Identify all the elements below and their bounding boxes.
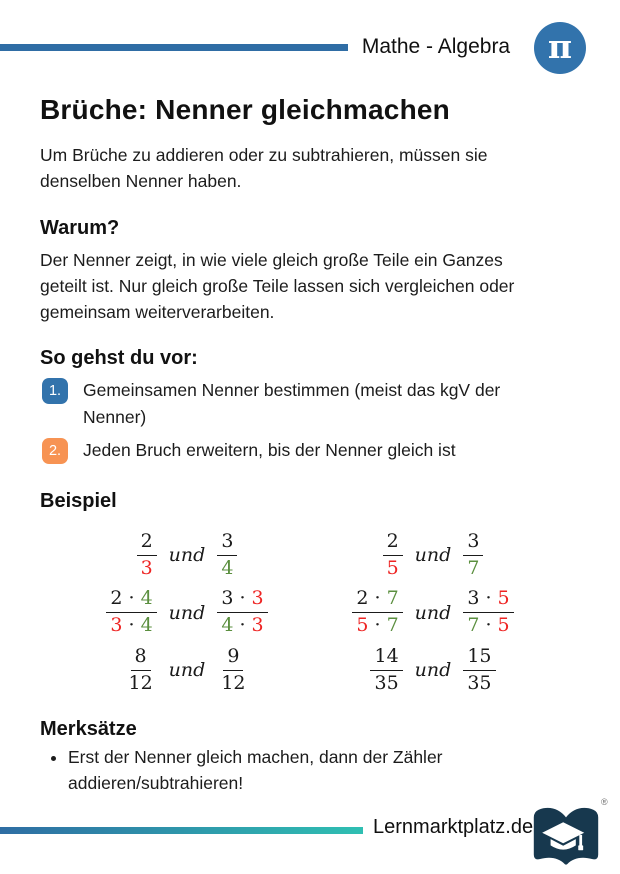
fraction-row: [82, 646, 292, 695]
fraction: $\frac{3 \cdot 5}{7 \cdot 5}$: [463, 588, 513, 637]
example-heading: Beispiel: [40, 489, 117, 512]
conjunction-label: und: [414, 544, 452, 567]
fraction: $\frac{3}{4}$: [217, 531, 237, 580]
pi-symbol: π: [547, 26, 573, 66]
fraction-row: [328, 588, 538, 637]
fraction-row: [82, 588, 292, 637]
footer-rule: [0, 827, 363, 834]
conjunction-label: und: [414, 601, 452, 624]
fraction-row: [328, 531, 538, 580]
fraction: $\frac{2}{3}$: [137, 531, 157, 580]
fraction: $\frac{8}{12}$: [128, 645, 153, 694]
conjunction-label: und: [414, 659, 452, 682]
notes-heading: Merksätze: [40, 717, 137, 740]
fraction: $\frac{15}{35}$: [463, 646, 495, 695]
fraction-row: [328, 646, 538, 695]
step-item: [42, 377, 580, 430]
fraction: $\frac{3}{7}$: [463, 531, 483, 580]
conjunction-label: und: [168, 601, 206, 624]
step-item: [42, 437, 580, 464]
why-heading: Warum?: [40, 216, 120, 239]
step-number-badge: 1.: [42, 378, 68, 404]
example-fractions: [40, 531, 580, 704]
step-number-badge: 2.: [42, 438, 68, 464]
fraction: $\frac{3 \cdot 3}{4 \cdot 3}$: [217, 588, 267, 637]
header-rule: [0, 44, 348, 51]
intro-text: Um Brüche zu addieren oder zu subtrahieren, müssen sie denselben Nenner haben.: [40, 145, 488, 192]
conjunction-label: und: [168, 544, 206, 567]
steps-heading: So gehst du vor:: [40, 347, 198, 370]
page-title: Brüche: Nenner gleichmachen: [40, 94, 450, 125]
worksheet-content: [40, 94, 580, 800]
step-text: Gemeinsamen Nenner bestimmen (meist das kgV der Nenner): [83, 380, 501, 427]
note-item: • Erst der Nenner gleich machen, dann der Zähler addieren/subtrahieren!: [68, 744, 498, 797]
book-graduation-logo-icon: [531, 803, 601, 871]
fraction: $\frac{2 \cdot 7}{5 \cdot 7}$: [352, 588, 402, 637]
fraction-row: [82, 531, 292, 580]
fraction-column: [82, 531, 292, 704]
fraction-column: [328, 531, 538, 704]
steps-list: [40, 377, 580, 464]
fraction: $\frac{14}{35}$: [370, 646, 402, 695]
fraction: $\frac{2}{5}$: [383, 531, 403, 580]
notes-list: [40, 744, 580, 797]
pi-icon: [534, 22, 586, 74]
registered-trademark-mark: ®: [601, 797, 608, 807]
footer-site-label: Lernmarktplatz.de: [373, 816, 534, 838]
why-text: Der Nenner zeigt, in wie viele gleich große Teile ein Ganzes geteilt ist. Nur gleich große Teile lassen sich vergleichen oder gemeinsam weiterverarbeiten.: [40, 249, 515, 322]
step-text: Jeden Bruch erweitern, bis der Nenner gleich ist: [83, 439, 456, 460]
fraction: $\frac{9}{12}$: [221, 645, 246, 694]
subject-label: Mathe - Algebra: [361, 35, 511, 58]
conjunction-label: und: [168, 659, 206, 682]
fraction: $\frac{2 \cdot 4}{3 \cdot 4}$: [106, 588, 156, 637]
